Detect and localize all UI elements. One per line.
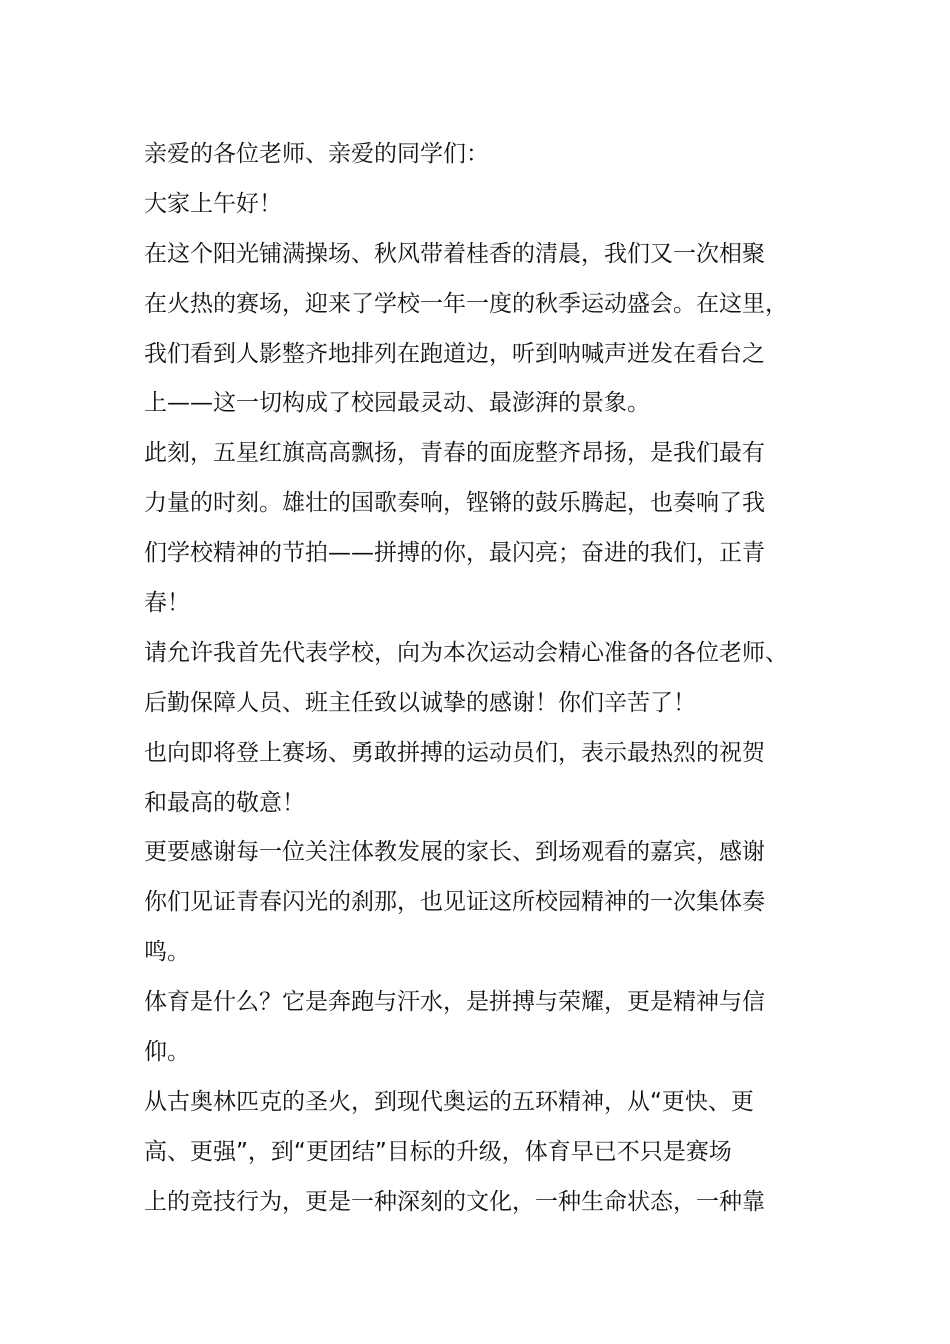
text-line: 高、更强”，到“更团结”目标的升级，体育早已不只是赛场 [144, 1138, 732, 1165]
text-line: 力量的时刻。雄壮的国歌奏响，铿锵的鼓乐腾起，也奏响了我 [144, 490, 765, 517]
greeting-line: 大家上午好！ [144, 190, 282, 217]
text-line: 在火热的赛场，迎来了学校一年一度的秋季运动盛会。在这里， [144, 290, 788, 317]
text-line: 请允许我首先代表学校，向为本次运动会精心准备的各位老师、 [144, 639, 788, 666]
text-line: 们学校精神的节拍——拼搏的你，最闪亮；奋进的我们，正青 [144, 540, 765, 567]
text-line: 更要感谢每一位关注体教发展的家长、到场观看的嘉宾，感谢 [144, 839, 765, 866]
text-line: 仰。 [144, 1039, 190, 1066]
salutation-line: 亲爱的各位老师、亲爱的同学们： [144, 141, 489, 167]
text-line: 后勤保障人员、班主任致以诚挚的感谢！你们辛苦了！ [144, 689, 696, 716]
text-line: 在这个阳光铺满操场、秋风带着桂香的清晨，我们又一次相聚 [144, 240, 765, 267]
text-line: 鸣。 [144, 939, 190, 966]
speech-body [144, 130, 834, 1228]
text-line: 上的竞技行为，更是一种深刻的文化，一种生命状态，一种靠 [144, 1188, 765, 1215]
text-line: 也向即将登上赛场、勇敢拼搏的运动员们，表示最热烈的祝贺 [144, 739, 765, 766]
text-line: 我们看到人影整齐地排列在跑道边，听到呐喊声迸发在看台之 [144, 340, 765, 367]
text-line: 上——这一切构成了校园最灵动、最澎湃的景象。 [144, 390, 650, 417]
text-line: 体育是什么？它是奔跑与汗水，是拼搏与荣耀，更是精神与信 [144, 989, 765, 1016]
text-line: 从古奥林匹克的圣火，到现代奥运的五环精神，从“更快、更 [144, 1088, 754, 1115]
text-line: 你们见证青春闪光的刹那，也见证这所校园精神的一次集体奏 [144, 889, 765, 916]
text-line: 春！ [144, 590, 190, 617]
text-line: 和最高的敬意！ [144, 789, 305, 816]
text-line: 此刻，五星红旗高高飘扬，青春的面庞整齐昂扬，是我们最有 [144, 440, 765, 467]
